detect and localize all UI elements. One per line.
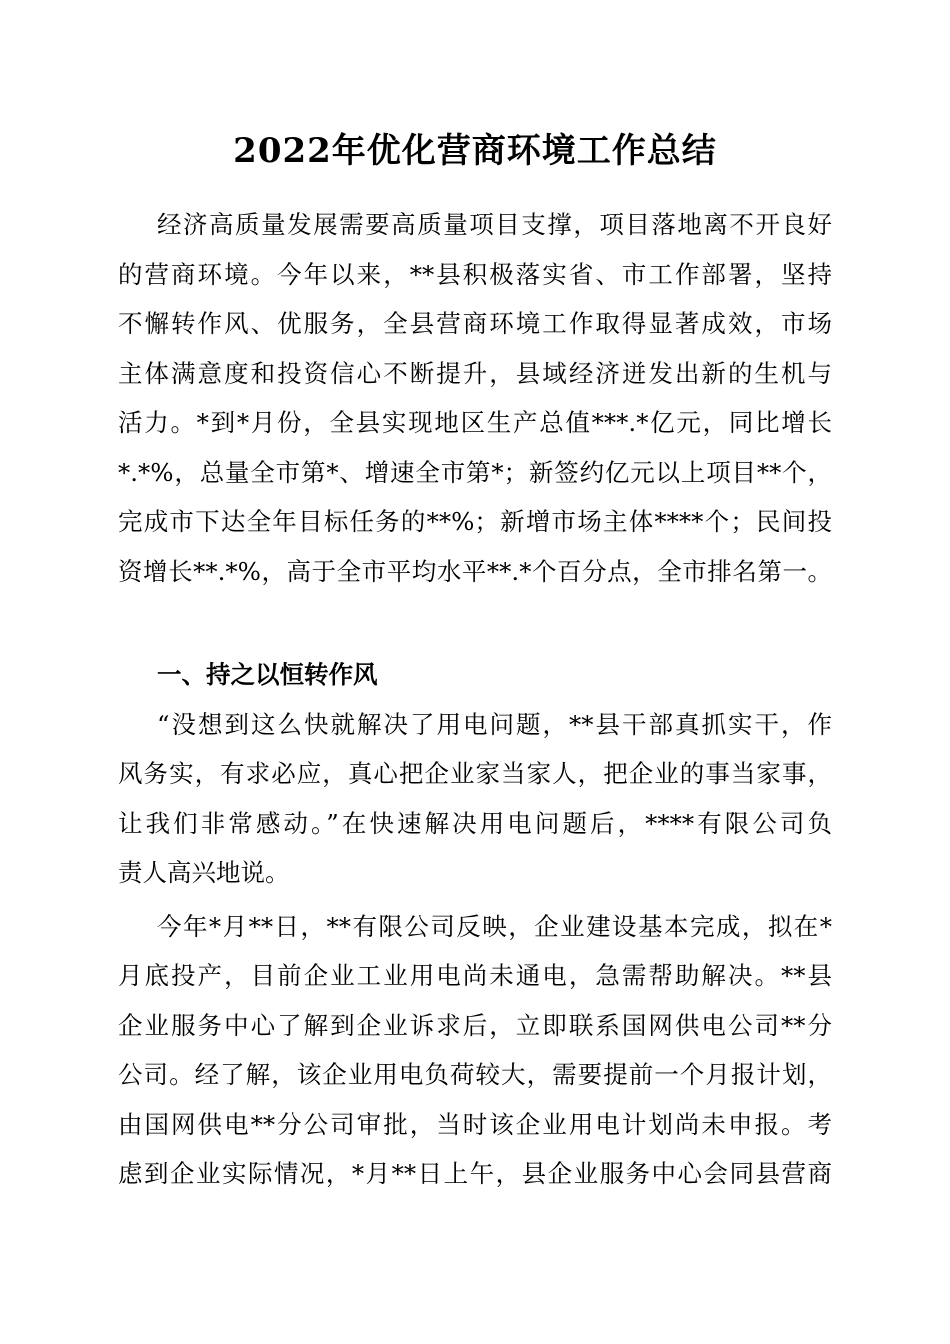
paragraph-line: “没想到这么快就解决了用电问题，**县干部真抓实干，作	[157, 710, 832, 739]
paragraph-line: 风务实，有求必应，真心把企业家当家人，把企业的事当家事，	[118, 759, 832, 788]
paragraph-line: 由国网供电**分公司审批，当时该企业用电计划尚未申报。考	[118, 1110, 832, 1139]
document-title: 2022年优化营商环境工作总结	[233, 131, 717, 171]
intro-line: 活力。*到*月份，全县实现地区生产总值***.*亿元，同比增长	[118, 408, 832, 437]
intro-line: 主体满意度和投资信心不断提升，县域经济迸发出新的生机与	[118, 359, 832, 388]
intro-line: 经济高质量发展需要高质量项目支撑，项目落地离不开良好	[157, 210, 832, 239]
paragraph-line: 责人高兴地说。	[118, 858, 290, 887]
paragraph-line: 月底投产，目前企业工业用电尚未通电，急需帮助解决。**县	[118, 961, 832, 990]
paragraph-line: 企业服务中心了解到企业诉求后，立即联系国网供电公司**分	[118, 1011, 832, 1040]
intro-line: 完成市下达全年目标任务的**%；新增市场主体****个；民间投	[118, 507, 832, 536]
section-heading: 一、持之以恒转作风	[157, 660, 378, 689]
paragraph-line: 让我们非常感动。”在快速解决用电问题后，****有限公司负	[118, 809, 832, 838]
intro-line: 不懈转作风、优服务，全县营商环境工作取得显著成效，市场	[118, 309, 832, 338]
paragraph-line: 公司。经了解，该企业用电负荷较大，需要提前一个月报计划，	[118, 1060, 832, 1089]
intro-line: 资增长**.*%，高于全市平均水平**.*个百分点，全市排名第一。	[118, 557, 832, 586]
intro-line: *.*%，总量全市第*、增速全市第*；新签约亿元以上项目**个，	[118, 458, 832, 487]
paragraph-line: 今年*月**日，**有限公司反映，企业建设基本完成，拟在*	[157, 912, 832, 941]
intro-line: 的营商环境。今年以来，**县积极落实省、市工作部署，坚持	[118, 260, 832, 289]
paragraph-line: 虑到企业实际情况，*月**日上午，县企业服务中心会同县营商	[118, 1159, 832, 1188]
